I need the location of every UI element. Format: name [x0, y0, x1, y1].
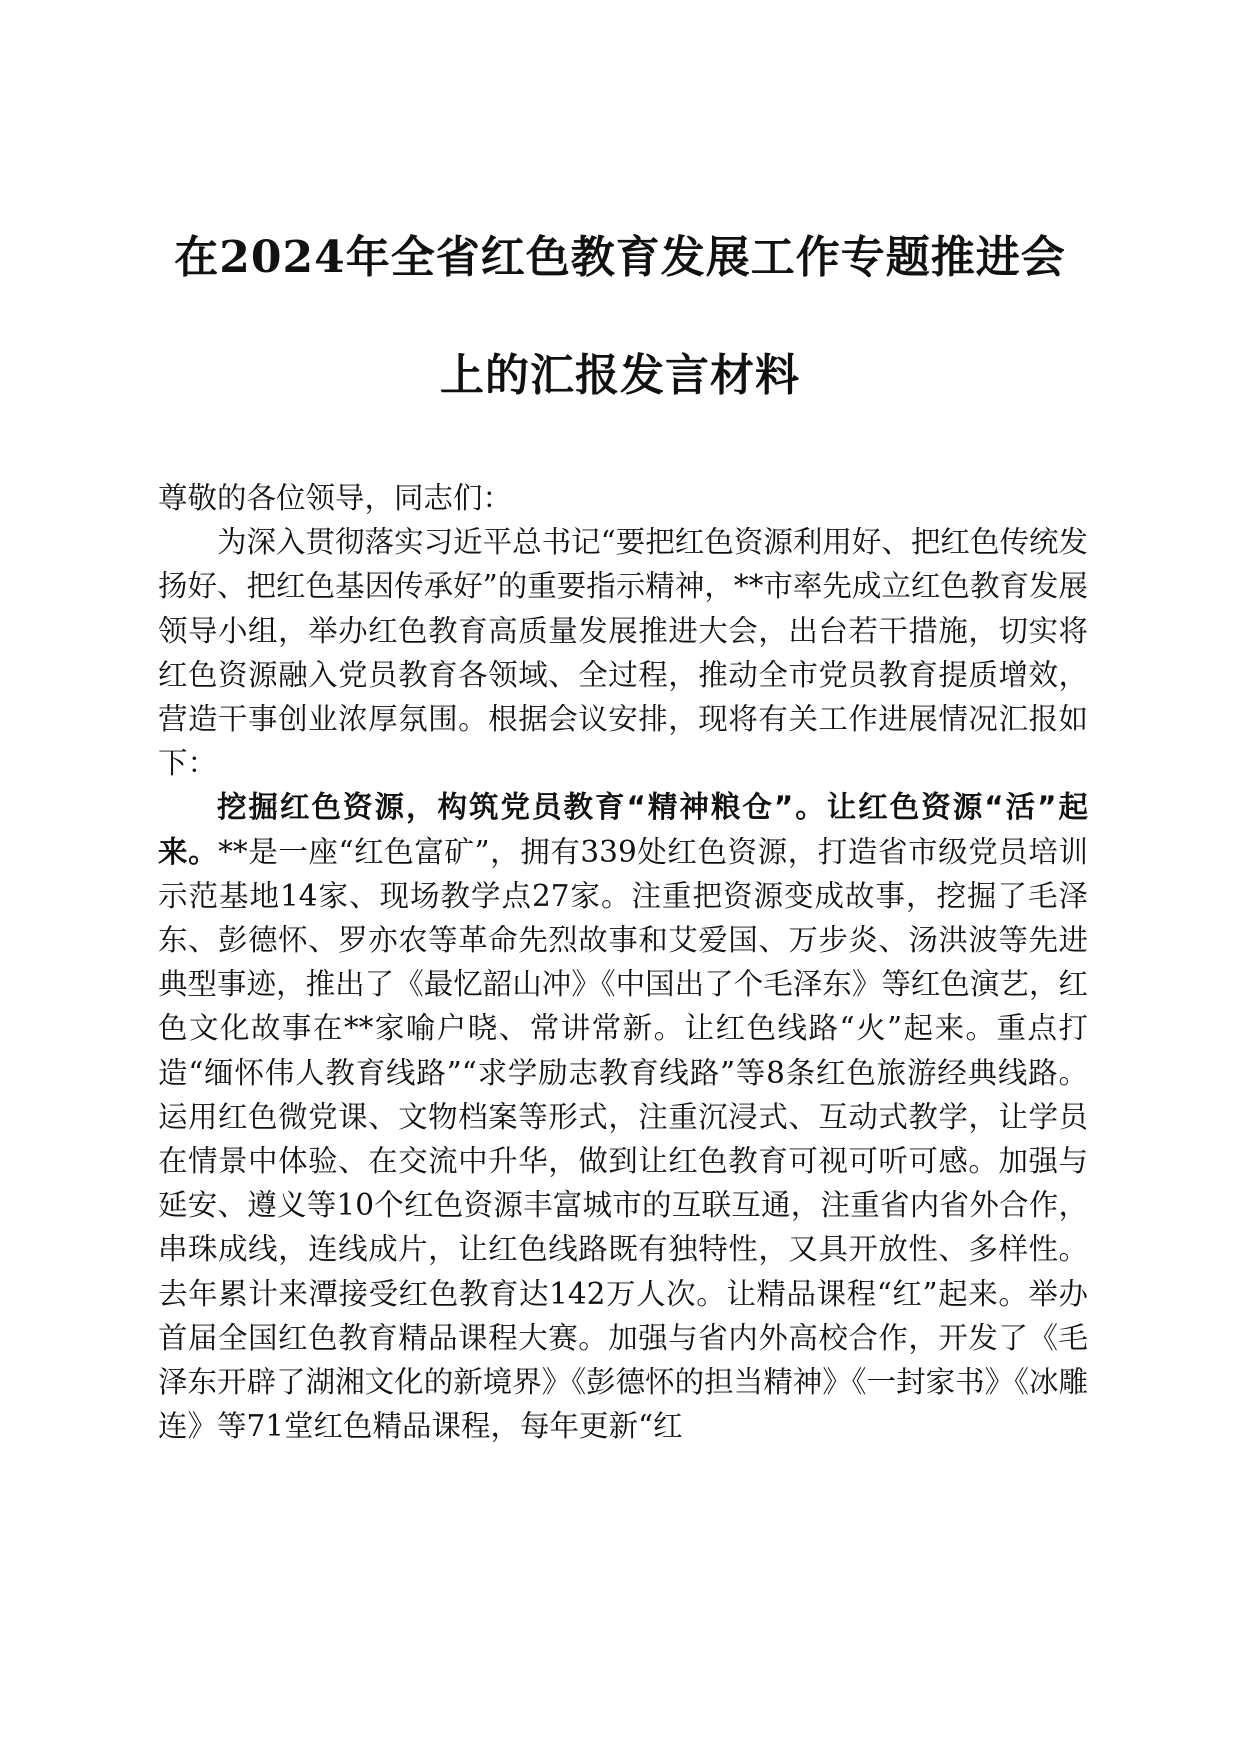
paragraph-heading: 挖掘红色资源，构筑党员教育“精神粮仓”。让红色资源“活”起来。: [158, 790, 1088, 869]
paragraph-body: **是一座“红色富矿”，拥有339处红色资源，打造省市级党员培训示范基地14家、现场教学点27家。注重把资源变成故事，挖掘了毛泽东、彭德怀、罗亦农等革命先烈故事和艾爱国、万步炎、汤洪波等先进典型事迹，推出了《最忆韶山冲》《中国出了个毛泽东》等红色演艺，红色文化故事在**家喻户晓、常讲常新。让红色线路“火”起来。重点打造“缅怀伟人教育线路”“求学励志教育线路”等8条红色旅游经典线路。运用红色微党课、文物档案等形式，注重沉浸式、互动式教学，让学员在情景中体验、在交流中升华，做到让红色教育可视可听可感。加强与延安、遵义等10个红色资源丰富城市的互联互通，注重省内省外合作，串珠成线，连线成片，让红色线路既有独特性，又具开放性、多样性。去年累计来潭接受红色教育达142万人次。让精品课程“红”起来。举办首届全国红色教育精品课程大赛。加强与省内外高校合作，开发了《毛泽东开辟了湖湘文化的新境界》《彭德怀的担当精神》《一封家书》《冰雕连》等71堂红色精品课程，每年更新“红: [158, 834, 1088, 1444]
document-title-line-1: 在2024年全省红色教育发展工作专题推进会: [174, 232, 1066, 283]
paragraph-red-resources: [158, 785, 1088, 1448]
document-body: [158, 476, 1088, 1448]
paragraph-intro: 为深入贯彻落实习近平总书记“要把红色资源利用好、把红色传统发扬好、把红色基因传承好”的重要指示精神，**市率先成立红色教育发展领导小组，举办红色教育高质量发展推进大会，出台若干措施，切实将红色资源融入党员教育各领域、全过程，推动全市党员教育提质增效，营造干事创业浓厚氛围。根据会议安排，现将有关工作进展情况汇报如下：: [158, 525, 1088, 781]
salutation: 尊敬的各位领导，同志们：: [158, 481, 513, 515]
document-title-line-2: 上的汇报发言材料: [440, 350, 800, 401]
